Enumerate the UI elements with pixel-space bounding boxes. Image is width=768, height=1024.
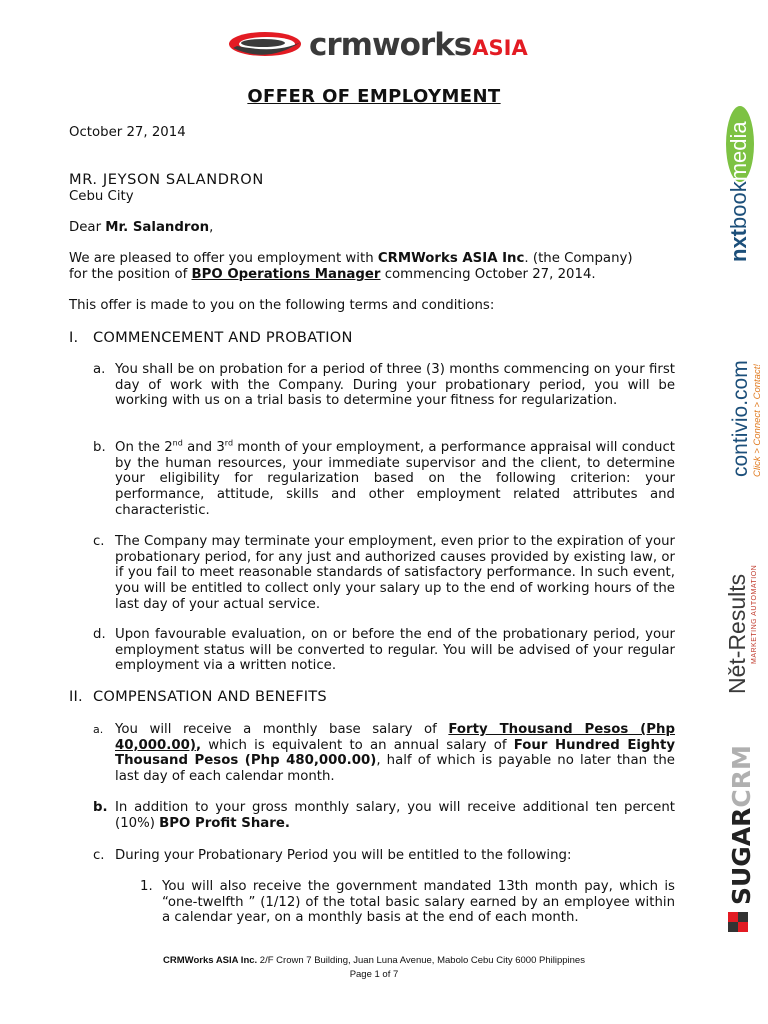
annual-salary: Four Hundred Eighty Thousand Pesos (Php 480,000.00) (115, 737, 675, 769)
recipient-name: MR. JEYSON SALANDRON (69, 171, 264, 188)
item-text (115, 800, 675, 831)
nxt-text: nxt (726, 229, 751, 262)
svg-text:SUGARCRM (727, 745, 756, 905)
nxtbook-media-logo (712, 100, 768, 270)
item-text (115, 440, 675, 519)
item-text: Upon favourable evaluation, on or before the end of the probationary period, your employment status will be converted to regular. You will be advised of your regular employment via a written notice. (115, 627, 675, 674)
intro-text: commencing October 27, 2014. (380, 267, 596, 282)
item-label: c. (93, 534, 105, 549)
section-number: II. (69, 688, 83, 705)
list-item (93, 627, 675, 674)
salutation-suffix: , (209, 220, 214, 235)
footer-company: CRMWorks ASIA Inc. (163, 955, 258, 966)
ordinal-suffix: rd (224, 438, 234, 448)
logo-suffix: ASIA (472, 36, 528, 60)
section-title: COMPENSATION AND BENEFITS (93, 688, 327, 705)
recipient-city: Cebu City (69, 189, 134, 204)
salutation (69, 220, 675, 236)
footer-address-text: 2/F Crown 7 Building, Juan Luna Avenue, Mabolo Cebu City 6000 Philippines (257, 955, 585, 966)
sub-list-item (140, 879, 675, 926)
salutation-prefix: Dear (69, 220, 106, 235)
intro-text: for the position of (69, 267, 192, 282)
logo-wordmark (309, 27, 528, 66)
crmworks-logo (227, 24, 527, 68)
item-text-part: and 3 (182, 440, 225, 455)
profit-share: BPO Profit Share. (159, 815, 290, 831)
media-text: media (726, 121, 751, 182)
net-results-brand: Nět-Results (724, 573, 750, 694)
item-label: c. (93, 848, 105, 863)
item-label: b. (93, 440, 106, 455)
intro-paragraph (69, 251, 675, 283)
item-text: The Company may terminate your employment, even prior to the expiration of your probationary period, for any just and authorized causes provided by existing law, or if you fail to meet reasonable standards of satisfactory performance. In such event, you will be entitled to collect only your salary up to the end of working hours of the last day of your actual service. (115, 534, 675, 612)
section-number: I. (69, 329, 79, 346)
sugarcrm-logo (712, 740, 768, 940)
company-name: CRMWorks ASIA Inc (377, 251, 525, 266)
item-text-part: You will receive a monthly base salary of (115, 722, 449, 737)
page-title: OFFER OF EMPLOYMENT (247, 86, 501, 107)
logo-brand: crmworks (309, 27, 472, 63)
crm-text: CRM (727, 745, 756, 808)
list-item (93, 848, 675, 864)
nxtbook-logo-icon (712, 100, 768, 270)
intro-text: . (the Company) (524, 251, 633, 266)
contivio-tagline: Click > Connect > Contact! (752, 364, 763, 477)
ordinal-suffix: nd (172, 438, 183, 448)
net-results-logo-icon (712, 560, 768, 700)
item-label: 1. (140, 879, 153, 894)
section-title: COMMENCEMENT AND PROBATION (93, 329, 353, 346)
list-item (93, 800, 675, 831)
letter-date: October 27, 2014 (69, 125, 186, 140)
net-results-logo (712, 560, 768, 700)
footer-page-number: Page 1 of 7 (349, 969, 399, 980)
list-item (93, 440, 675, 519)
item-label: a. (93, 723, 104, 736)
item-text-part: In addition to your gross monthly salary, you will receive additional ten percent (10%) (115, 800, 675, 831)
position-title: BPO Operations Manager (191, 267, 381, 282)
item-text: You shall be on probation for a period of three (3) months commencing on your first day of work with the Company. During your probationary period, you will be working with us on a trial basis to determine your fitness for regularization. (115, 362, 675, 409)
sugar-text: SUGAR (727, 807, 756, 905)
swoosh-icon (227, 24, 307, 64)
intro-line-1 (69, 251, 675, 267)
item-label: b. (93, 800, 108, 815)
item-text: During your Probationary Period you will be entitled to the following: (115, 848, 572, 863)
item-text-part: month of your employment, a performance appraisal will conduct by the human resources, your immediate supervisor and the client, to determine your eligibility for regularization based on the following criterion: your performance, attitude, skills and other employment related attributes and characteristic. (115, 440, 675, 518)
intro-text: We are pleased to offer you employment with (69, 251, 378, 266)
contivio-logo (712, 325, 768, 485)
item-text-part: , (195, 737, 202, 753)
footer-address (0, 954, 748, 968)
item-text-part: On the 2 (115, 440, 173, 455)
terms-intro: This offer is made to you on the following terms and conditions: (69, 298, 495, 313)
sugarcrm-logo-icon (712, 740, 768, 940)
book-text: book (726, 181, 751, 229)
net-results-tagline: MARKETING AUTOMATION (751, 564, 758, 664)
salutation-name: Mr. Salandron (105, 220, 210, 235)
item-text-part: , half of which is payable no later than the last day of each calendar month. (115, 753, 675, 785)
item-label: d. (93, 627, 106, 642)
intro-line-2 (69, 267, 675, 283)
item-text: You will also receive the government mandated 13th month pay, which is “one-twelfth ” (1/12) of the total basic salary earned by an employee within a calendar year, on a monthly basis at the end of each month. (162, 879, 675, 926)
section-heading-2 (69, 688, 327, 706)
contivio-brand: contivio.com (729, 360, 752, 477)
list-item (93, 534, 675, 613)
list-item (93, 722, 675, 785)
contivio-logo-icon (712, 325, 768, 485)
item-text-part: which is equivalent to an annual salary of (201, 737, 514, 753)
section-heading-1 (69, 329, 353, 347)
list-item (93, 362, 675, 409)
item-text (115, 722, 675, 785)
monthly-salary: Forty Thousand Pesos (Php 40,000.00) (115, 722, 675, 753)
item-label: a. (93, 362, 106, 377)
svg-text:nxtbookmedia (726, 121, 751, 262)
